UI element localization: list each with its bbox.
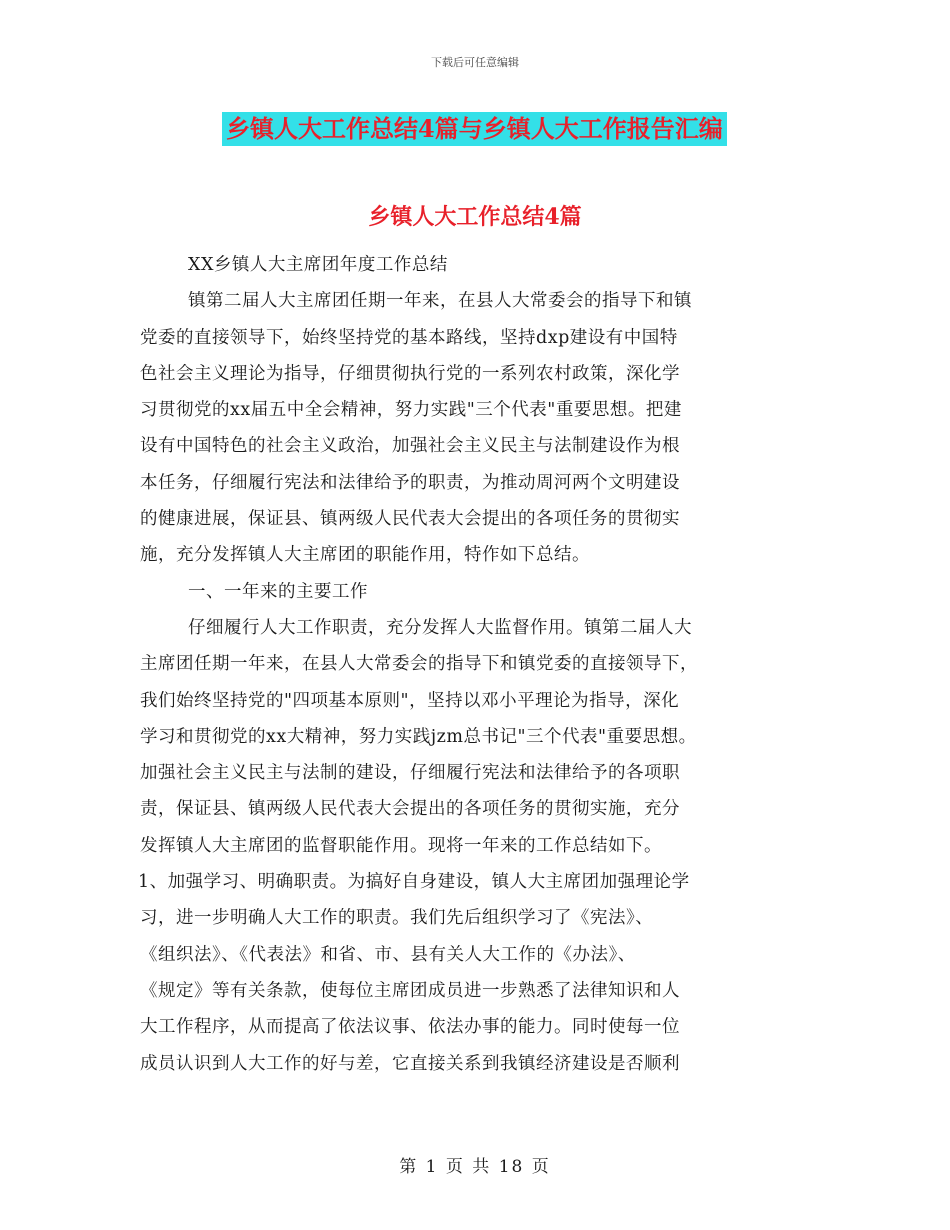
- body-text: [140, 247, 820, 1082]
- paragraph-line: 的健康进展，保证县、镇两级人民代表大会提出的各项任务的贯彻实: [140, 509, 680, 530]
- main-title: 乡镇人大工作总结4篇与乡镇人大工作报告汇编: [222, 112, 727, 146]
- paragraph-line: 学习和贯彻党的xx大精神，努力实践jzm总书记"三个代表"重要思想。: [140, 726, 697, 747]
- section-title: 乡镇人大工作总结4篇: [368, 204, 582, 230]
- section-heading: 一、一年来的主要工作: [188, 581, 368, 602]
- paragraph-line: 施，充分发挥镇人大主席团的职能作用，特作如下总结。: [140, 545, 590, 566]
- paragraph-line: 仔细履行人大工作职责，充分发挥人大监督作用。镇第二届人大: [188, 617, 692, 638]
- paragraph-line: 主席团任期一年来，在县人大常委会的指导下和镇党委的直接领导下，: [140, 654, 698, 675]
- paragraph-line: 设有中国特色的社会主义政治，加强社会主义民主与法制建设作为根: [140, 436, 680, 457]
- paragraph-line: XX乡镇人大主席团年度工作总结: [188, 255, 448, 275]
- paragraph-line: 发挥镇人大主席团的监督职能作用。现将一年来的工作总结如下。: [140, 835, 662, 856]
- header-note: 下载后可任意编辑: [431, 56, 519, 69]
- paragraph-line: 习贯彻党的xx届五中全会精神，努力实践"三个代表"重要思想。把建: [140, 400, 682, 421]
- paragraph-line: 本任务，仔细履行宪法和法律给予的职责，为推动周河两个文明建设: [140, 472, 680, 493]
- paragraph-line: 《规定》等有关条款，使每位主席团成员进一步熟悉了法律知识和人: [140, 980, 680, 1001]
- paragraph-line: 党委的直接领导下，始终坚持党的基本路线，坚持dxp建设有中国特: [140, 327, 678, 348]
- page-footer: 第 1 页 共 18 页: [399, 1157, 551, 1177]
- paragraph-line: 镇第二届人大主席团任期一年来，在县人大常委会的指导下和镇: [188, 291, 692, 312]
- paragraph-line: 色社会主义理论为指导，仔细贯彻执行党的一系列农村政策，深化学: [140, 363, 680, 384]
- paragraph-line: 大工作程序，从而提高了依法议事、依法办事的能力。同时使每一位: [140, 1017, 680, 1038]
- paragraph-line: 责，保证县、镇两级人民代表大会提出的各项任务的贯彻实施，充分: [140, 799, 680, 820]
- paragraph-line: 《组织法》、《代表法》和省、市、县有关人大工作的《办法》、: [140, 944, 636, 965]
- paragraph-line: 成员认识到人大工作的好与差，它直接关系到我镇经济建设是否顺利: [140, 1053, 680, 1074]
- paragraph-line: 习，进一步明确人大工作的职责。我们先后组织学习了《宪法》、: [140, 908, 654, 929]
- list-item-line: 1、加强学习、明确职责。为搞好自身建设，镇人大主席团加强理论学: [138, 872, 690, 893]
- paragraph-line: 我们始终坚持党的"四项基本原则"，坚持以邓小平理论为指导，深化: [140, 690, 680, 711]
- paragraph-line: 加强社会主义民主与法制的建设，仔细履行宪法和法律给予的各项职: [140, 763, 680, 784]
